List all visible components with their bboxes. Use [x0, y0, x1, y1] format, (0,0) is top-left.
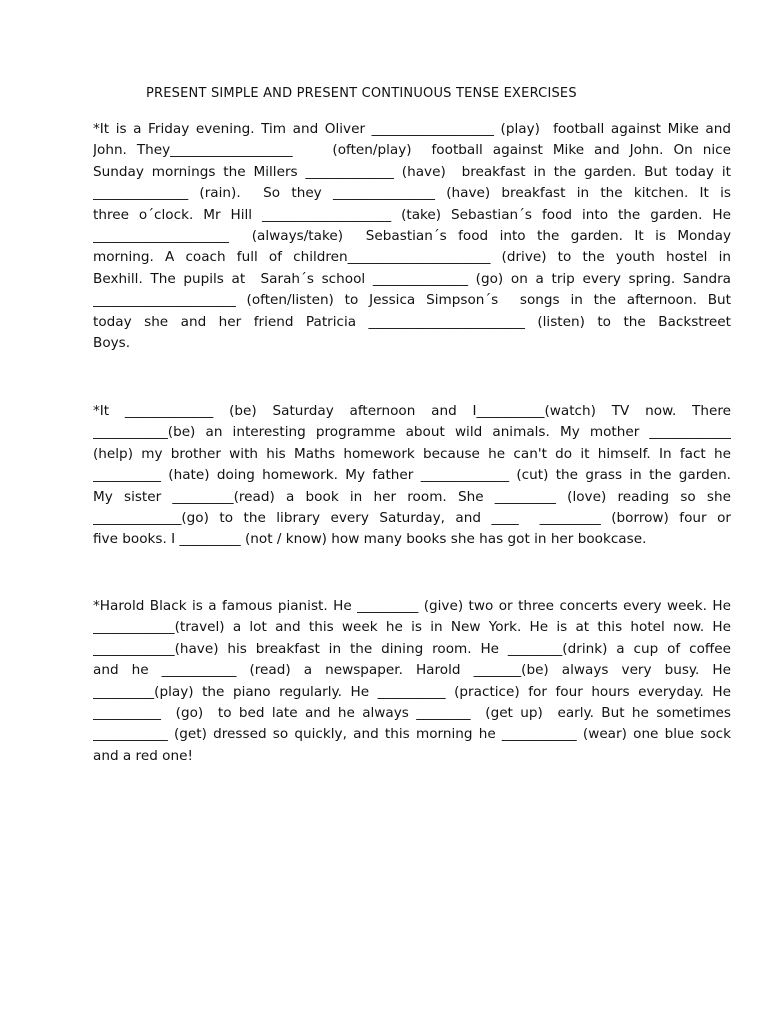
exercise-line: Sunday mornings the Millers _____________ (have) breakfast in the garden. But today it	[93, 163, 731, 180]
worksheet-title: PRESENT SIMPLE AND PRESENT CONTINUOUS TENSE EXERCISES	[146, 86, 577, 101]
exercise-line: (help) my brother with his Maths homework because he can't do it himself. In fact he	[93, 445, 731, 462]
exercise-line: _____________________ (often/listen) to Jessica Simpson´s songs in the afternoon. But	[93, 292, 731, 309]
exercise-line: ____________(travel) a lot and this week he is in New York. He is at this hotel now. He	[93, 619, 731, 636]
exercise-line: ___________(be) an interesting programme about wild animals. My mother ____________	[93, 424, 731, 441]
exercise-line: *Harold Black is a famous pianist. He _________ (give) two or three concerts every week. He	[93, 598, 731, 614]
exercise-line: _____________(go) to the library every Saturday, and ____ _________ (borrow) four or	[93, 509, 731, 526]
exercise-line: and he ___________ (read) a newspaper. Harold _______(be) always very busy. He	[93, 662, 731, 679]
exercise-line: __________ (hate) doing homework. My father _____________ (cut) the grass in the garden.	[93, 467, 731, 484]
exercise-line: *It _____________ (be) Saturday afternoon and I__________(watch) TV now. There	[93, 403, 731, 419]
exercise-line: ____________(have) his breakfast in the dining room. He ________(drink) a cup of coffee	[93, 640, 731, 657]
exercise-line: morning. A coach full of children_____________________ (drive) to the youth hostel in	[93, 249, 731, 266]
exercise-line: __________ (go) to bed late and he always ________ (get up) early. But he sometimes	[93, 704, 731, 721]
exercise-line: ___________ (get) dressed so quickly, and this morning he ___________ (wear) one blue sock	[93, 726, 731, 743]
exercise-line: Bexhill. The pupils at Sarah´s school ______________ (go) on a trip every spring. Sandra	[93, 270, 731, 287]
exercise-line: ____________________ (always/take) Sebastian´s food into the garden. It is Monday	[93, 227, 731, 244]
exercise-line: Boys.	[93, 334, 131, 351]
exercise-line: and a red one!	[93, 747, 193, 764]
exercise-line: today she and her friend Patricia _______________________ (listen) to the Backstreet	[93, 313, 731, 330]
exercise-line: ______________ (rain). So they _______________ (have) breakfast in the kitchen. It is	[93, 185, 731, 202]
exercise-line: John. They__________________ (often/play) football against Mike and John. On nice	[93, 142, 731, 159]
exercise-paragraph-1	[93, 119, 731, 354]
exercise-line: _________(play) the piano regularly. He __________ (practice) for four hours everyday. He	[93, 683, 731, 700]
exercise-line: three o´clock. Mr Hill ___________________ (take) Sebastian´s food into the garden. He	[93, 206, 731, 223]
exercise-paragraph-2	[93, 401, 731, 551]
exercise-paragraph-3	[93, 596, 731, 767]
exercise-line: *It is a Friday evening. Tim and Oliver __________________ (play) football against Mike and	[93, 121, 731, 137]
exercise-line: five books. I _________ (not / know) how many books she has got in her bookcase.	[93, 531, 647, 548]
exercise-line: My sister _________(read) a book in her room. She _________ (love) reading so she	[93, 488, 731, 505]
